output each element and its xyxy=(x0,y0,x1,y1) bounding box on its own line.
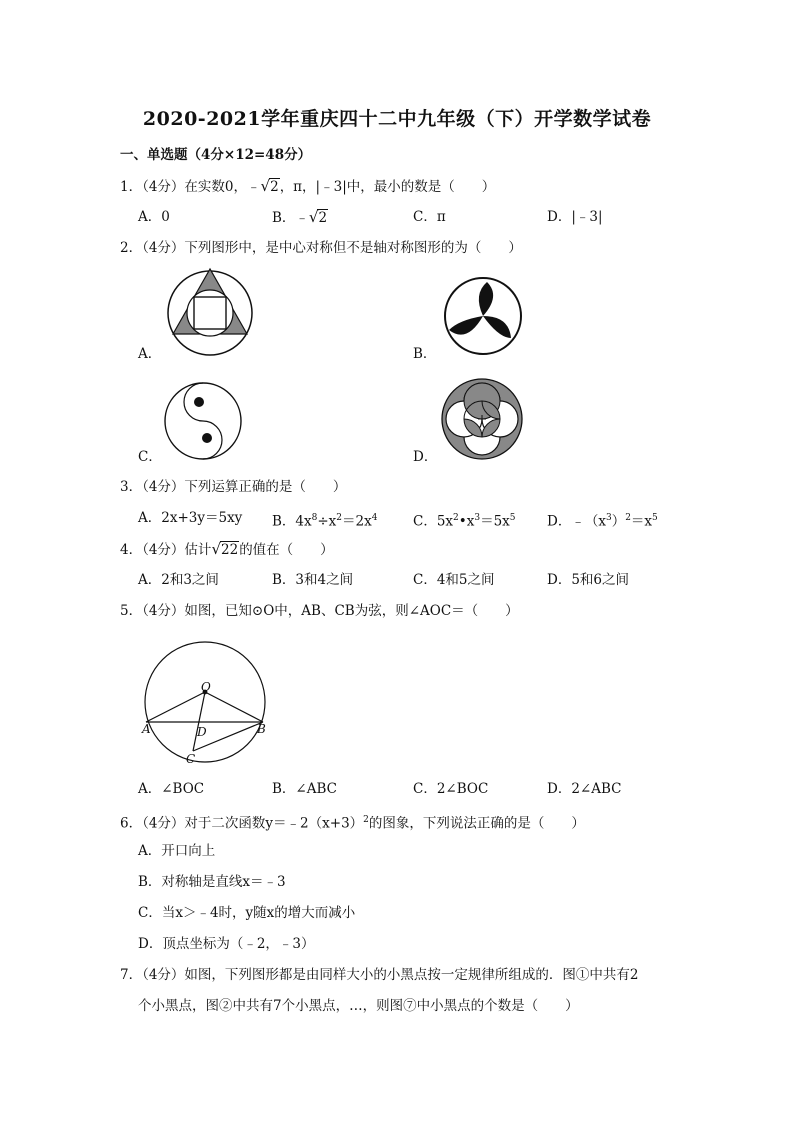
q6-exponent: 2 xyxy=(363,815,369,825)
question-1-stem: 1．（4分）在实数0，﹣√2，π，|﹣3|中，最小的数是（ ） xyxy=(120,177,496,195)
q1-radicand: 2 xyxy=(270,179,279,195)
q1-neg: ﹣ xyxy=(247,179,261,195)
q3-option-b[interactable] xyxy=(272,509,377,531)
q6-stem-pre: 6．（4分）对于二次函数y＝﹣2（x+3） xyxy=(120,815,364,832)
q4-option-d[interactable]: D．5和6之间 xyxy=(547,572,630,588)
q3-d-exp1: 3 xyxy=(605,513,612,523)
q4-option-c[interactable]: C．4和5之间 xyxy=(413,572,495,588)
q5-label-o: O xyxy=(201,680,211,694)
q3-d-label: D． xyxy=(547,513,572,530)
q3-a-label: A． xyxy=(138,510,162,526)
q3-c-label: C． xyxy=(413,513,437,530)
q3-b-term1: 4x xyxy=(295,513,312,530)
question-7-line-1: 7．（4分）如图，下列图形都是由同样大小的小黑点按一定规律所组成的．图①中共有2 xyxy=(120,967,639,983)
q4-radicand: 22 xyxy=(221,542,239,558)
q3-a-expr: 2x+3y＝5xy xyxy=(161,510,243,526)
q2-figure-a xyxy=(165,272,255,358)
q1-option-b-label: B．﹣ xyxy=(272,210,309,226)
q3-c-exp3: 5 xyxy=(509,513,516,523)
q3-b-exp3: 4 xyxy=(371,513,378,523)
q2-option-a[interactable]: A． xyxy=(138,346,162,362)
q1-option-c[interactable]: C．π xyxy=(413,209,446,225)
q2-figure-b xyxy=(443,276,523,356)
q4-option-a[interactable]: A．2和3之间 xyxy=(138,572,219,588)
q3-d-exp3: 5 xyxy=(652,513,658,523)
q5-option-a[interactable]: A．∠BOC xyxy=(138,781,205,797)
q2-option-d[interactable]: D． xyxy=(413,449,438,465)
q5-label-b: B xyxy=(257,722,266,736)
q3-b-exp1: 8 xyxy=(311,513,318,523)
q3-option-a[interactable] xyxy=(138,509,242,527)
question-6-stem xyxy=(120,811,585,833)
q1-stem-pre: 1．（4分）在实数0， xyxy=(120,179,248,195)
q3-c-exp1: 2 xyxy=(453,513,459,523)
question-3-stem: 3．（4分）下列运算正确的是（ ） xyxy=(120,479,347,495)
q5-label-d: D xyxy=(197,725,207,739)
q3-b-exp2: 2 xyxy=(336,513,343,523)
q2-figure-d xyxy=(440,377,524,461)
q5-circle-figure xyxy=(140,636,275,771)
question-7-line-2: 个小黑点，图②中共有7个小黑点，…，则图⑦中小黑点的个数是（ ） xyxy=(138,998,579,1014)
q3-d-term1: ﹣（x xyxy=(571,513,606,530)
q3-c-term2: •x xyxy=(458,513,475,530)
q6-option-b[interactable]: B．对称轴是直线x＝﹣3 xyxy=(138,874,286,890)
q4-option-b[interactable]: B．3和4之间 xyxy=(272,572,354,588)
q6-option-c[interactable]: C．当x＞﹣4时，y随x的增大而减小 xyxy=(138,905,356,921)
q2-figure-c xyxy=(163,381,243,461)
q3-d-term3: ＝x xyxy=(630,513,653,530)
q5-label-a: A xyxy=(142,722,151,736)
q3-c-term3: ＝5x xyxy=(480,513,510,530)
q3-option-d[interactable] xyxy=(547,509,658,531)
q5-option-b[interactable]: B．∠ABC xyxy=(272,781,337,797)
q4-stem-post: 的值在（ ） xyxy=(239,542,334,558)
q3-option-c[interactable] xyxy=(413,509,516,531)
q4-stem-pre: 4．（4分）估计 xyxy=(120,542,212,558)
q5-option-d[interactable]: D．2∠ABC xyxy=(547,781,622,797)
q2-option-b[interactable]: B． xyxy=(413,346,437,362)
q3-c-exp2: 3 xyxy=(474,513,481,523)
q2-option-c[interactable]: C． xyxy=(138,449,162,465)
q1-option-b-radicand: 2 xyxy=(318,210,328,226)
q3-b-term3: ＝2x xyxy=(342,513,372,530)
q3-b-term2: ÷x xyxy=(317,513,337,530)
q6-option-a[interactable]: A．开口向上 xyxy=(138,843,216,859)
q3-d-term2: ） xyxy=(611,513,626,530)
q3-c-term1: 5x xyxy=(436,513,454,530)
q1-option-b[interactable]: B．﹣√2 xyxy=(272,208,328,226)
q5-label-c: C xyxy=(186,752,196,766)
question-2-stem: 2．（4分）下列图形中，是中心对称但不是轴对称图形的为（ ） xyxy=(120,240,522,256)
question-4-stem: 4．（4分）估计√22的值在（ ） xyxy=(120,540,334,558)
q6-option-d[interactable]: D．顶点坐标为（﹣2，﹣3） xyxy=(138,936,315,952)
question-5-stem: 5．（4分）如图，已知⊙O中，AB、CB为弦，则∠AOC＝（ ） xyxy=(120,603,519,619)
section-heading: 一、单选题（4分×12=48分） xyxy=(120,147,312,163)
page-title: 2020-2021学年重庆四十二中九年级（下）开学数学试卷 xyxy=(142,108,652,130)
q6-stem-post: 的图象，下列说法正确的是（ ） xyxy=(368,815,585,832)
q1-option-a[interactable]: A．0 xyxy=(138,209,170,225)
q5-option-c[interactable]: C．2∠BOC xyxy=(413,781,489,797)
q1-stem-mid: ，π，|﹣3|中，最小的数是（ ） xyxy=(279,179,496,195)
q3-b-label: B． xyxy=(272,513,296,530)
q1-option-d[interactable]: D．|﹣3| xyxy=(547,209,603,225)
q3-d-exp2: 2 xyxy=(625,513,631,523)
